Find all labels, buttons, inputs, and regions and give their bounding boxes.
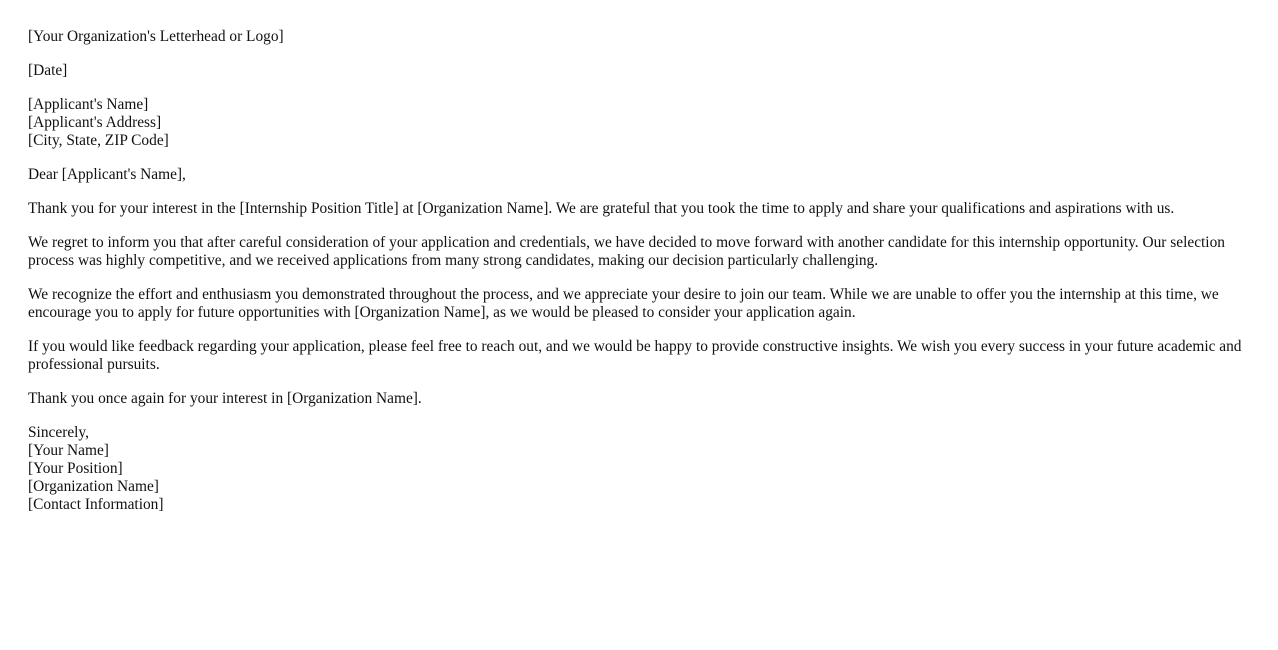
salutation: Dear [Applicant's Name], [28,166,186,183]
recipient-address-block [28,96,1256,150]
sender-organization: [Organization Name] [28,478,159,495]
body-paragraph-text: If you would like feedback regarding your application, please feel free to reach out, and we would be happy to provide constructive insights. We wish you every success in your future academic and professional pursuits. [28,338,1242,373]
valediction: Sincerely, [28,424,89,441]
recipient-name: [Applicant's Name] [28,96,149,113]
recipient-city-state-zip: [City, State, ZIP Code] [28,132,169,149]
sender-position: [Your Position] [28,460,123,477]
body-paragraph-text: We regret to inform you that after careful consideration of your application and credentials, we have decided to move forward with another candidate for this internship opportunity. Our selection process was highly competitive, and we received applications from many strong candidates, making our decision particularly challenging. [28,234,1225,269]
letter-document [28,28,1256,530]
body-paragraph-text: Thank you for your interest in the [Internship Position Title] at [Organization Name]. We are grateful that you took the time to apply and share your qualifications and aspirations with us. [28,200,1175,217]
letterhead-block [28,28,1256,46]
letterhead-placeholder: [Your Organization's Letterhead or Logo] [28,28,284,45]
body-paragraph-text: Thank you once again for your interest in [Organization Name]. [28,390,422,407]
salutation-block [28,166,1256,184]
body-paragraph-3 [28,286,1256,322]
body-paragraph-2 [28,234,1256,270]
sender-contact: [Contact Information] [28,496,164,513]
recipient-address: [Applicant's Address] [28,114,162,131]
body-paragraph-4 [28,338,1256,374]
date-placeholder: [Date] [28,62,68,79]
sender-name: [Your Name] [28,442,109,459]
date-block [28,62,1256,80]
signature-block [28,424,1256,514]
body-paragraph-1 [28,200,1256,218]
body-paragraph-5 [28,390,1256,408]
body-paragraph-text: We recognize the effort and enthusiasm you demonstrated throughout the process, and we appreciate your desire to join our team. While we are unable to offer you the internship at this time, we encourage you to apply for future opportunities with [Organization Name], as we would be pleased to consider your application again. [28,286,1219,321]
